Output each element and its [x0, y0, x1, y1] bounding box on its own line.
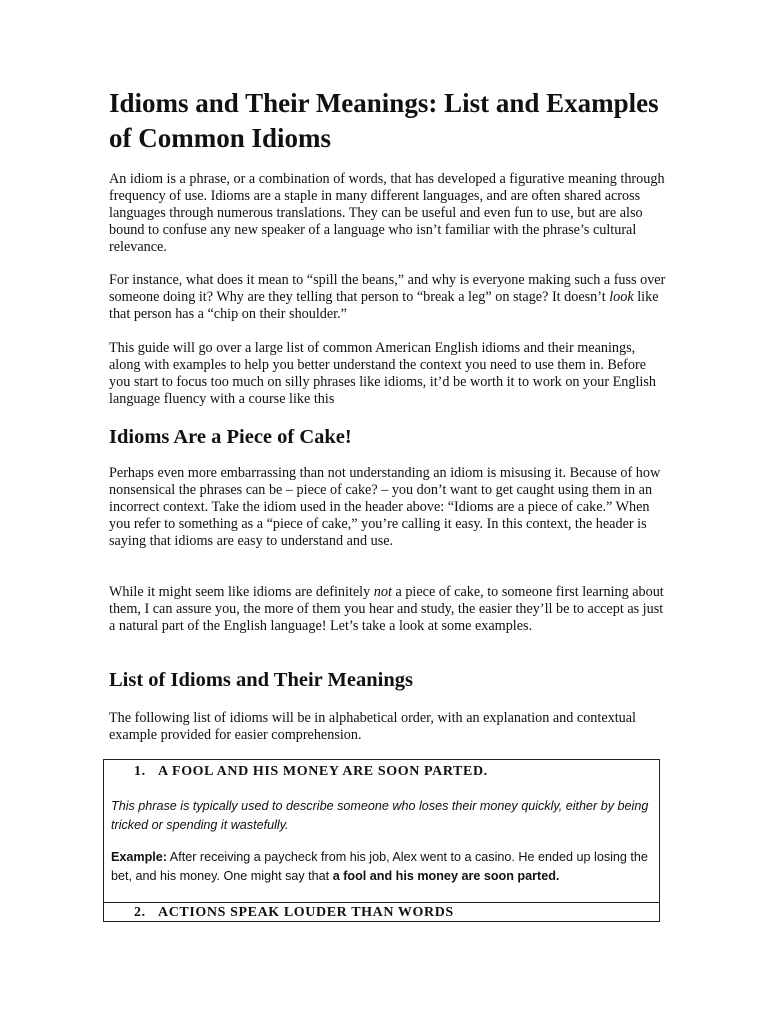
intro-paragraph-2-text-end: like that person has a “chip on their shoulder.”	[109, 289, 659, 322]
section-heading-piece-of-cake: Idioms Are a Piece of Cake!	[109, 426, 352, 448]
idiom-number: 1.	[134, 764, 146, 779]
idiom-number: 2.	[134, 905, 146, 920]
section2-paragraph-1: The following list of idioms will be in alphabetical order, with an explanation and contextual example provided for easier comprehension.	[109, 710, 636, 743]
idiom-list-table	[103, 759, 660, 922]
idiom-phrase: ACTIONS SPEAK LOUDER THAN WORDS	[158, 905, 454, 920]
table-row-divider	[104, 902, 659, 903]
page-title: Idioms and Their Meanings: List and Examples of Common Idioms	[109, 88, 659, 153]
section1-paragraph-2	[109, 584, 669, 635]
section1-paragraph-1: Perhaps even more embarrassing than not understanding an idiom is misusing it. Because of how nonsensical the phrases can be – piece of cake? – you don’t want to get caught using them in an incorrect context. Take the idiom used in the header above: “Idioms are a piece of cake.” When you refer to something as a “piece of cake,” you’re calling it easy. In this context, the header is saying that idioms are easy to understand and use.	[109, 465, 661, 549]
example-label: Example:	[111, 850, 167, 864]
intro-paragraph-1: An idiom is a phrase, or a combination of words, that has developed a figurative meaning through frequency of use. Idioms are a staple in many different languages, and are often shared across languages through numerous translations. They can be useful and even fun to use, but are also bound to confuse any new speaker of a language who isn’t familiar with the phrase’s cultural relevance.	[109, 171, 665, 255]
idiom-phrase: A FOOL AND HIS MONEY ARE SOON PARTED.	[158, 764, 488, 779]
idiom-example-1	[111, 848, 656, 886]
idiom-heading-1	[134, 763, 488, 781]
intro-paragraph-2-text: For instance, what does it mean to “spill the beans,” and why is everyone making such a fuss over someone doing it? Why are they telling that person to “break a leg” on stage? It doesn’t	[109, 272, 666, 305]
section-heading-list-of-idioms: List of Idioms and Their Meanings	[109, 669, 413, 691]
example-bold-phrase: a fool and his money are soon parted	[332, 869, 556, 883]
idiom-description-1: This phrase is typically used to describe someone who loses their money quickly, either by being tricked or spending it wastefully.	[111, 799, 649, 832]
section1-paragraph-2-emphasis: not	[373, 584, 392, 600]
intro-paragraph-2-emphasis: look	[609, 289, 634, 305]
example-end: .	[555, 869, 560, 883]
section1-paragraph-2-text: While it might seem like idioms are definitely	[109, 584, 374, 600]
section1-paragraph-2-text-end: a piece of cake, to someone first learning about them, I can assure you, the more of them you hear and study, the easier they’ll be to accept as just a natural part of the English language! Let’s take a look at some examples.	[109, 584, 664, 634]
idiom-heading-2	[134, 904, 454, 922]
intro-paragraph-2	[109, 272, 669, 323]
example-text: After receiving a paycheck from his job, Alex went to a casino. He ended up losing the bet, and his money. One might say that	[111, 850, 648, 883]
intro-paragraph-3: This guide will go over a large list of common American English idioms and their meanings, along with examples to help you better understand the context you need to use them in. Before you start to focus too much on silly phrases like idioms, it’d be worth it to work on your English language fluency with a course like this	[109, 340, 656, 407]
